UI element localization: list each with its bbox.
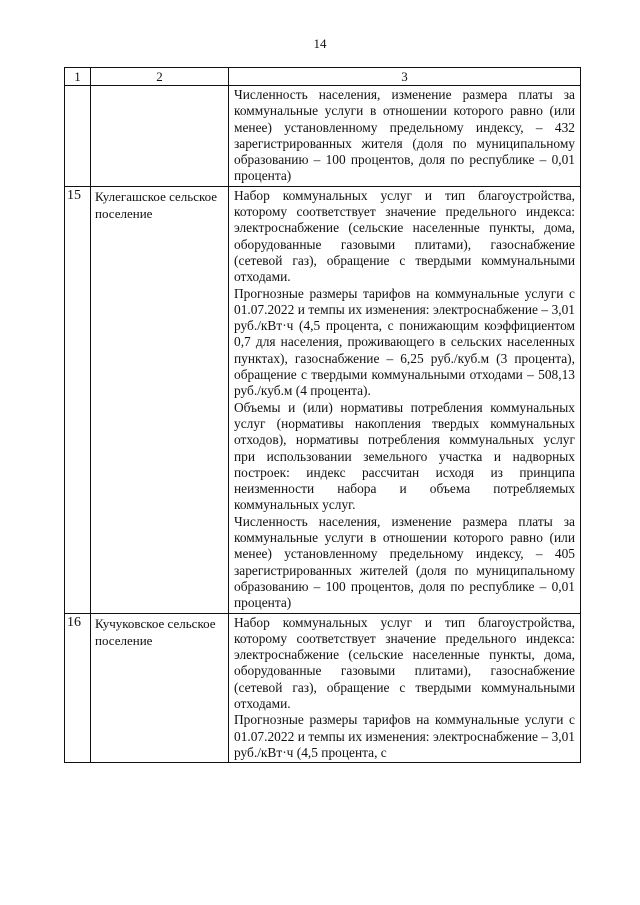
header-col-1: 1 (65, 68, 91, 86)
table-row-16 (65, 613, 581, 763)
paragraph-tariffs: Прогнозные размеры тарифов на коммунальные услуги с 01.07.2022 и темпы их изменения: электроснабжение – 3,01 руб./кВт·ч (4,5 процента, с (234, 712, 575, 760)
municipality-name (91, 86, 229, 187)
header-col-2: 2 (91, 68, 229, 86)
row-description (229, 186, 581, 613)
row-number: 16 (65, 613, 91, 763)
row-number: 15 (65, 186, 91, 613)
table-header-row (65, 68, 581, 86)
paragraph-population: Численность населения, изменение размера платы за коммунальные услуги в отношении которого равно (или менее) установленному предельному индексу, – 405 зарегистрированных жителей (доля по муниципальному образованию – 100 процентов, доля по республике – 0,01 процента) (234, 513, 575, 611)
paragraph-tariffs: Прогнозные размеры тарифов на коммунальные услуги с 01.07.2022 и темпы их изменения: электроснабжение – 3,01 руб./кВт·ч (4,5 процента, с понижающим коэффициентом 0,7 для населения, проживающего в сельских населенных пунктах), газоснабжение – 6,25 руб./куб.м (3 процента), обращение с твердыми коммунальными отходами – 508,13 руб./куб.м (4 процента). (234, 285, 575, 399)
paragraph-services-set: Набор коммунальных услуг и тип благоустройства, которому соответствует значение предельного индекса: электроснабжение (сельские населенные пункты, дома, оборудованные газовыми плитами), газоснабжение (сетевой газ), обращение с твердыми коммунальными отходами. (234, 187, 575, 285)
municipality-name: Кучуковское сельское поселение (91, 613, 229, 763)
paragraph-volumes: Объемы и (или) нормативы потребления коммунальных услуг (нормативы накопления твердых коммунальных отходов), нормативы потребления коммунальных услуг при использовании земельного участка и надворных построек: индекс рассчитан исходя из принципа неизменности набора и объема потребляемых коммунальных услуг. (234, 399, 575, 513)
row-description (229, 613, 581, 763)
row-description (229, 86, 581, 187)
page-number: 14 (313, 36, 327, 51)
table-row-continuation (65, 86, 581, 187)
municipal-tariff-table (64, 67, 581, 763)
row-number (65, 86, 91, 187)
header-col-3: 3 (229, 68, 581, 86)
table-row-15 (65, 186, 581, 613)
municipality-name: Кулегашское сельское поселение (91, 186, 229, 613)
paragraph-population: Численность населения, изменение размера платы за коммунальные услуги в отношении которого равно (или менее) установленному предельному индексу, – 432 зарегистрированных жителя (доля по муниципальному образованию – 100 процентов, доля по республике – 0,01 процента) (234, 87, 575, 184)
paragraph-services-set: Набор коммунальных услуг и тип благоустройства, которому соответствует значение предельного индекса: электроснабжение (сельские населенные пункты, дома, оборудованные газовыми плитами), газоснабжение (сетевой газ), обращение с твердыми коммунальными отходами. (234, 614, 575, 711)
